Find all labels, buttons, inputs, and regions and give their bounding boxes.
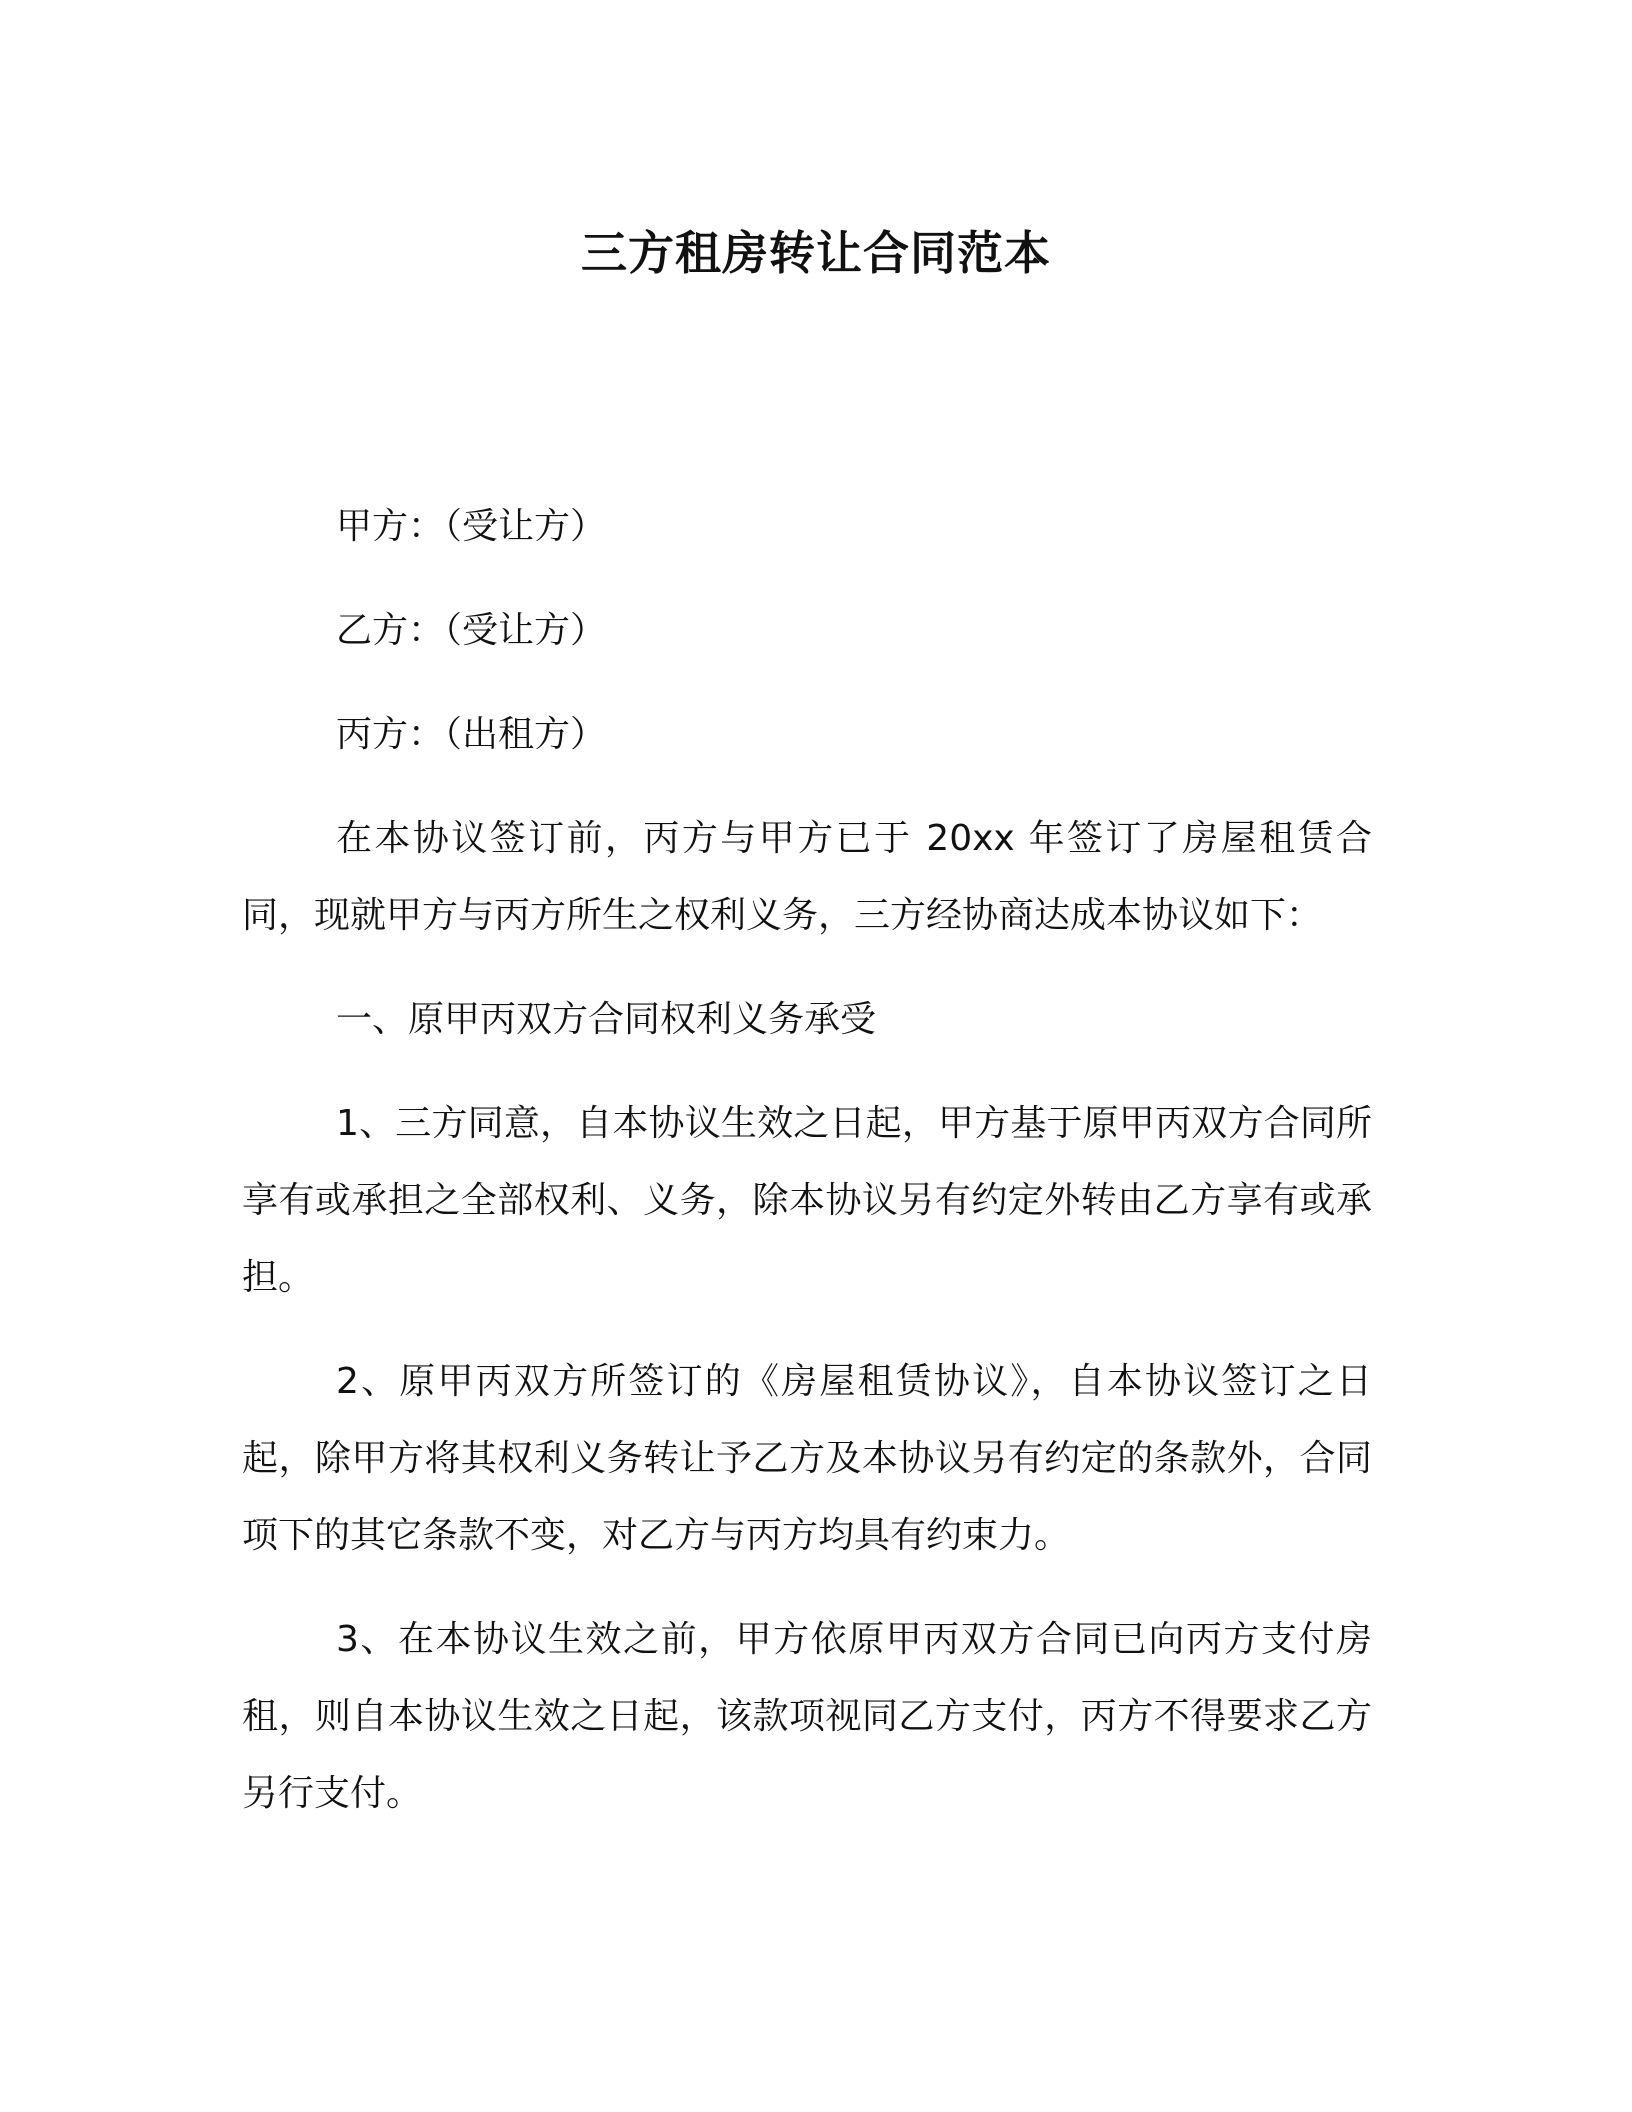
section-heading: 一、原甲丙双方合同权利义务承受 bbox=[336, 999, 877, 1040]
clause-2: 2、原甲丙双方所签订的《房屋租赁协议》，自本协议签订之日起，除甲方将其权利义务转让予乙方及本协议另有约定的条款外，合同项下的其它条款不变，对乙方与丙方均具有约束力。 bbox=[242, 1361, 1372, 1556]
party-c: 丙方：（出租方） bbox=[336, 714, 607, 755]
intro-paragraph: 在本协议签订前，丙方与甲方已于 20xx 年签订了房屋租赁合同，现就甲方与丙方所生之权利义务，三方经协商达成本协议如下： bbox=[242, 818, 1372, 936]
document-title: 三方租房转让合同范本 bbox=[581, 226, 1051, 280]
party-a: 甲方：（受让方） bbox=[336, 506, 607, 547]
clause-3: 3、在本协议生效之前，甲方依原甲丙双方合同已向丙方支付房租，则自本协议生效之日起，该款项视同乙方支付，丙方不得要求乙方另行支付。 bbox=[242, 1619, 1372, 1814]
document-body bbox=[242, 488, 1372, 1832]
party-b: 乙方：（受让方） bbox=[336, 610, 607, 651]
clause-1: 1、三方同意，自本协议生效之日起，甲方基于原甲丙双方合同所享有或承担之全部权利、义务，除本协议另有约定外转由乙方享有或承担。 bbox=[242, 1103, 1372, 1298]
